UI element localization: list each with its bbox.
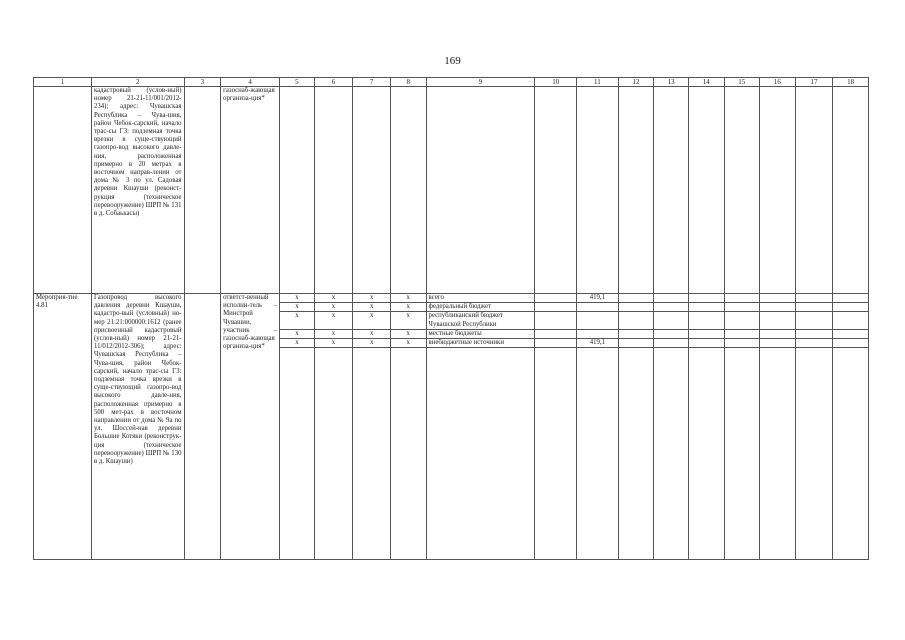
header-cell: 11 [577,78,619,87]
table-cell [724,339,760,348]
table-cell [688,348,724,560]
page-number: 169 [444,55,461,67]
header-cell: 8 [390,78,426,87]
table-cell [724,329,760,338]
header-cell: 14 [688,78,724,87]
object-description: Газопровод высокого давления деревни Кшауши, кадастро-вый (условный) но-мер 21:21:000000:1612 (ранее присвоенный кадастровый (услов-ный) номер 21-21-11/012/2012-306); адрес: Чувашская Республика – Чува-шия, район Чебок-сарский, начало трас-сы ГЗ: подземная точка врезки в суще-ствующий газопро-вод высокого давле-ния, расположенная примерно в 500 мет-рах в восточном направлении от дома № 9а по ул. Шоссей-ная деревни Большие Котяки (реконструк-ция (техническое перевооружение) ШРП № 130 в д. Кшауши) [91,294,184,560]
table-cell: x [390,339,426,348]
header-cell: 3 [184,78,221,87]
table-cell [654,339,689,348]
amount-cell [577,312,619,329]
table-cell: x [314,339,353,348]
funding-source: местные бюджеты [426,329,535,338]
table-cell [577,348,619,560]
executor-cell: газоснаб-жающая организа-ция* [221,87,280,294]
header-cell: 9 [426,78,535,87]
table-cell [535,303,577,312]
header-cell: 12 [618,78,654,87]
table-cell: x [353,329,391,338]
table-cell [795,294,833,303]
table-cell [795,87,833,294]
table-cell [353,348,391,560]
object-description: кадастровый (услов-ный) номер 21-21-11/001/2012-234); адрес: Чувашская Республика – Чува-шия, район Чебок-сарский, начало трас-сы ГЗ: подземная точка врезки в суще-ствующий газопро-вод высокого давле-ния, расположенная примерно в 20 метрах в восточном направ-лении от дома № 3 по ул. Садовая деревни Кшауши (реконст-рукция (техническое перевооружение) ШРП № 131 в д. Собаькасы) [91,87,184,294]
table-cell [535,348,577,560]
table-cell [833,294,869,303]
table-cell [314,348,353,560]
table-cell [654,312,689,329]
table-row [34,87,869,294]
table-cell [535,339,577,348]
table-cell [795,303,833,312]
header-row [34,78,869,87]
header-cell: 2 [91,78,184,87]
table-cell [724,294,760,303]
amount-cell: 419,1 [577,294,619,303]
table-cell [654,294,689,303]
table-row [34,294,869,303]
table-cell [654,329,689,338]
table-cell [724,87,760,294]
table-cell [833,87,869,294]
header-cell: 7 [353,78,391,87]
table-cell [688,312,724,329]
amount-cell [577,303,619,312]
table-cell: x [280,312,315,329]
header-cell: 13 [654,78,689,87]
table-cell: x [353,312,391,329]
header-cell: 18 [833,78,869,87]
table-cell: x [353,294,391,303]
funding-source: федеральный бюджет [426,303,535,312]
funding-source: всего [426,294,535,303]
table-cell [760,339,796,348]
table-cell [795,348,833,560]
table-cell [833,339,869,348]
funding-source: внебюджетные источники [426,339,535,348]
table-cell [535,294,577,303]
table-cell [688,294,724,303]
table-cell [390,87,426,294]
table-cell: x [390,294,426,303]
table-cell: x [353,339,391,348]
table-cell [314,87,353,294]
table-cell: x [390,312,426,329]
table-cell [654,303,689,312]
table-cell [535,312,577,329]
header-cell: 5 [280,78,315,87]
table-cell [654,87,689,294]
header-cell: 15 [724,78,760,87]
row-label [34,87,92,294]
table-cell [760,348,796,560]
program-table [33,77,869,560]
table-cell [795,339,833,348]
table-cell [654,348,689,560]
table-cell: x [314,303,353,312]
table-cell [760,312,796,329]
table-cell [618,87,654,294]
table-cell: x [314,294,353,303]
table-cell [833,348,869,560]
header-cell: 4 [221,78,280,87]
table-cell [688,339,724,348]
table-cell [577,87,619,294]
table-cell [618,329,654,338]
table-cell [426,87,535,294]
table-cell [688,329,724,338]
header-cell: 1 [34,78,92,87]
table-cell [618,303,654,312]
table-cell: x [390,329,426,338]
table-cell [760,329,796,338]
table-cell: x [314,312,353,329]
table-cell [618,294,654,303]
table-cell [426,348,535,560]
header-cell: 16 [760,78,796,87]
table-cell [618,348,654,560]
table-cell [618,339,654,348]
table-cell [184,87,221,294]
table-cell [535,329,577,338]
table-cell [688,303,724,312]
measure-label: Мероприя-тие 4.81 [34,294,92,560]
table-cell [724,312,760,329]
table-cell [833,329,869,338]
table-cell [724,348,760,560]
table-cell [760,303,796,312]
header-cell: 10 [535,78,577,87]
header-cell: 6 [314,78,353,87]
table-cell: x [280,294,315,303]
executor-cell: ответст-венный исполни-тель – Минстрой Чувашии, участник – газоснаб-жающая организа-ция* [221,294,280,560]
table-cell: x [280,339,315,348]
table-cell [280,348,315,560]
amount-cell: 419,1 [577,339,619,348]
table-cell [688,87,724,294]
header-cell: 17 [795,78,833,87]
table-cell [184,294,221,560]
table-cell: x [280,329,315,338]
table-cell [353,87,391,294]
table-cell [724,303,760,312]
table-cell: x [314,329,353,338]
table-cell [795,329,833,338]
table-cell [618,312,654,329]
amount-cell [577,329,619,338]
table-cell [795,312,833,329]
table-cell [760,87,796,294]
table-cell: x [280,303,315,312]
table-cell: x [390,303,426,312]
table-cell [760,294,796,303]
table-cell: x [353,303,391,312]
table-cell [390,348,426,560]
table-cell [833,303,869,312]
table-cell [535,87,577,294]
funding-source: республиканский бюджет Чувашской Республики [426,312,535,329]
table-cell [833,312,869,329]
table-cell [280,87,315,294]
